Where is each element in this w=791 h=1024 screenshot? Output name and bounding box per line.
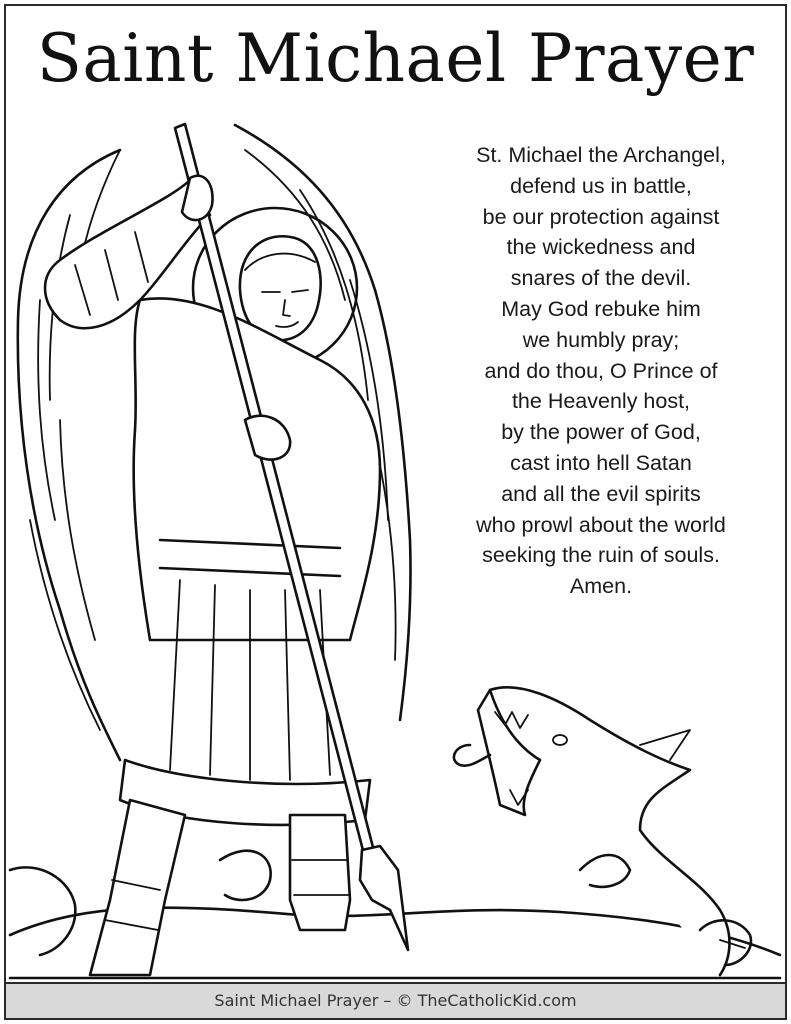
prayer-line: cast into hell Satan (510, 450, 692, 475)
prayer-line: Amen. (569, 574, 633, 599)
prayer-line: snares of the devil. (510, 266, 692, 291)
legs (90, 800, 350, 975)
archangel-illustration (6, 118, 785, 984)
prayer-line: St. Michael the Archangel, (476, 143, 726, 167)
prayer-line: seeking the ruin of souls. (482, 543, 720, 568)
prayer-line: May God rebuke him (501, 296, 701, 321)
prayer-line: by the power of God, (501, 420, 701, 445)
prayer-line: and all the evil spirits (501, 481, 701, 506)
prayer-line: and do thou, O Prince of (484, 358, 718, 383)
prayer-line: who prowl about the world (476, 512, 726, 537)
dragon (454, 687, 751, 975)
prayer-line: be our protection against (482, 204, 720, 229)
prayer-line: defend us in battle, (510, 173, 692, 198)
prayer-line: the wickedness and (506, 235, 696, 260)
prayer-line: the Heavenly host, (511, 389, 691, 414)
footer-credit: Saint Michael Prayer – © TheCatholicKid.com (6, 982, 785, 1018)
prayer-line: we humbly pray; (522, 327, 680, 352)
page-title: Saint Michael Prayer (36, 20, 755, 97)
